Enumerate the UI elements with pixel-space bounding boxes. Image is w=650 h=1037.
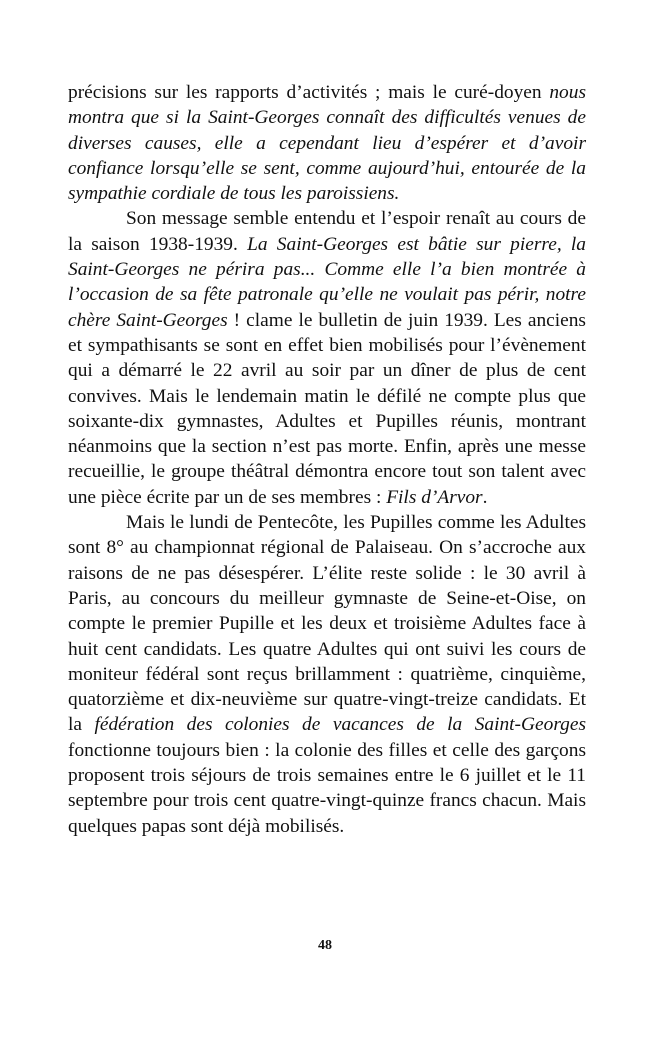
text-segment: précisions sur les rapports d’activités ; mais le curé-doyen xyxy=(68,82,550,103)
text-segment: . xyxy=(482,486,488,508)
text-segment: ! clame le bulletin de juin 1939. Les anciens et sympathisants se sont en effet bien mobilisés pour l’évènement qui a démarré le 22 avril au soir par un dîner de plus de cent convives. Mais le lendemain matin le défilé ne compte plus que soixante-dix gymnastes, Adultes et Pupilles réunis, montrant néanmoins que la section n’est pas morte. Enfin, après une messe recueillie, le groupe théâtral démontra encore tout son talent avec une pièce écrite par un de ses membres : xyxy=(68,309,586,508)
body-text xyxy=(68,80,586,839)
italic-segment: Fils d’Arvor xyxy=(386,486,483,508)
italic-segment: fédération des colonies de vacances de la Saint-Georges xyxy=(94,714,586,736)
paragraph-3 xyxy=(68,510,586,839)
text-segment: Mais le lundi de Pentecôte, les Pupilles comme les Adultes sont 8° au championnat régional de Palaiseau. On s’accroche aux raisons de ne pas désespérer. L’élite reste solide : le 30 avril à Paris, au concours du meilleur gymnaste de Seine-et-Oise, on compte le premier Pupille et les deux et troisième Adultes face à huit cent candidats. Les quatre Adultes qui ont suivi les cours de moniteur fédéral sont reçus brillamment : quatrième, cinquième, quatorzième et dix-neuvième sur quatre-vingt-treize candidats. Et la xyxy=(68,512,586,736)
text-segment: fonctionne toujours bien : la colonie des filles et celle des garçons proposent trois séjours de trois semaines entre le 6 juillet et le 11 septembre pour trois cent quatre-vingt-quinze francs chacun. Mais quelques papas sont déjà mobilisés. xyxy=(68,739,586,837)
paragraph-2 xyxy=(68,206,586,510)
page-number: 48 xyxy=(318,938,332,953)
italic-segment: nous montra que si la Saint-Georges connaît des difficultés venues de diverses causes, elle a cependant lieu d’espérer et d’avoir confiance lorsqu’elle se sent, comme aujourd’hui, entourée de la sympathie cordiale de tous les paroissiens. xyxy=(68,82,586,205)
italic-segment: La Saint-Georges est bâtie sur pierre, la Saint-Georges ne périra pas... Comme elle l’a bien montrée à l’occasion de sa fête patronale qu’elle ne voulait pas périr, notre chère Saint-Georges xyxy=(68,233,587,331)
paragraph-1 xyxy=(68,80,586,206)
text-segment: Son message semble entendu et l’espoir renaît au cours de la saison 1938-1939. xyxy=(68,208,586,255)
